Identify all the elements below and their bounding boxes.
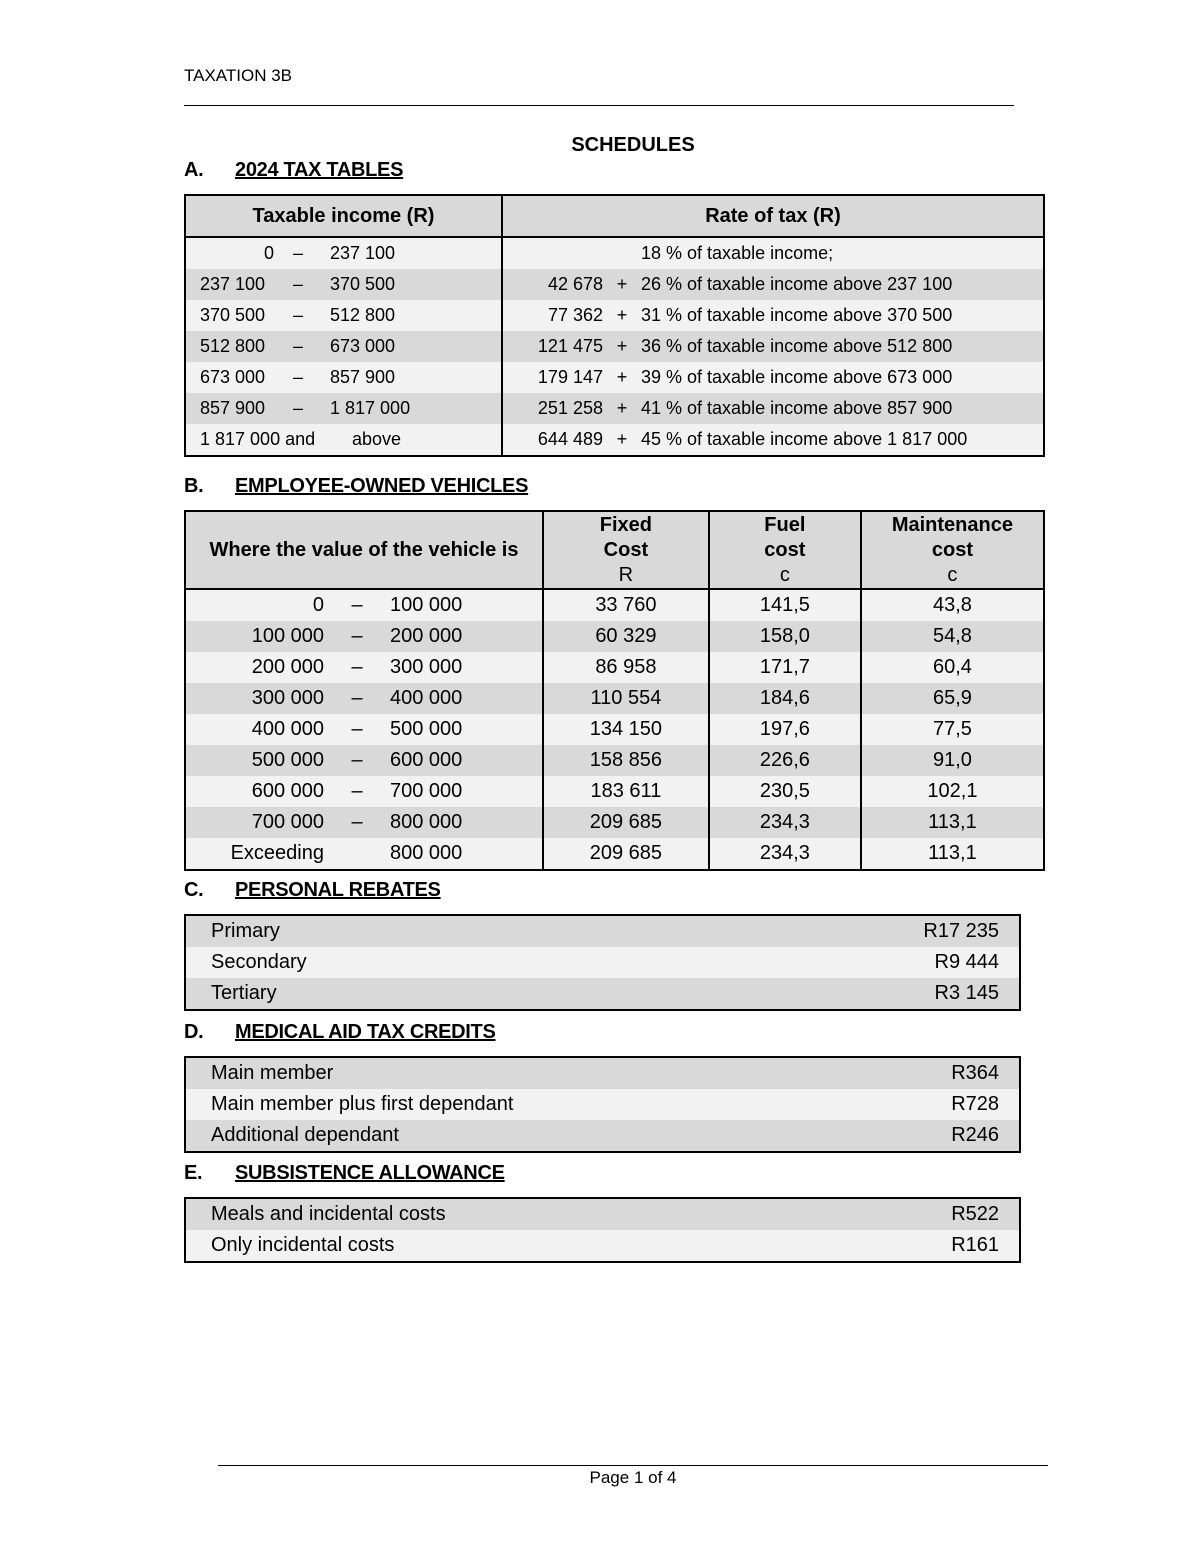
page-number: Page 1 of 4 (589, 1468, 677, 1487)
vehicle-table (184, 510, 1045, 871)
income-from: 857 900 (200, 398, 266, 418)
income-dash: – (292, 305, 303, 325)
table-row (185, 1120, 1020, 1152)
section-a-heading (184, 159, 403, 182)
taxable-income-cell (185, 237, 502, 269)
fuel-cost-cell: 197,6 (709, 714, 861, 745)
section-letter: C. (184, 879, 204, 901)
section-letter: A. (184, 159, 204, 181)
fixed-cost-cell: 183 611 (543, 776, 709, 807)
table-row (185, 1089, 1020, 1120)
fuel-cost-cell: 171,7 (709, 652, 861, 683)
item-label: Tertiary (185, 978, 650, 1010)
maintenance-cost-cell: 43,8 (861, 589, 1044, 621)
income-dash: – (292, 274, 303, 294)
taxable-income-cell (185, 269, 502, 300)
fixed-cost-cell: 209 685 (543, 838, 709, 870)
value-from: 700 000 (251, 811, 324, 833)
value-to: 400 000 (390, 687, 463, 709)
rate-of-tax-cell (502, 237, 1044, 269)
value-dash: – (351, 718, 363, 740)
fuel-cost-cell: 226,6 (709, 745, 861, 776)
table-row (185, 331, 1044, 362)
item-label: Main member (185, 1057, 875, 1089)
rate-base-amount: 77 362 (547, 305, 603, 325)
subsistence-table (184, 1197, 1021, 1263)
rate-plus-sign: + (616, 305, 628, 325)
maintenance-cost-cell: 60,4 (861, 652, 1044, 683)
income-dash: – (292, 243, 303, 263)
fixed-cost-cell: 60 329 (543, 621, 709, 652)
rate-of-tax-cell (502, 362, 1044, 393)
item-amount: R17 235 (650, 915, 1020, 947)
tax-table (184, 194, 1045, 457)
item-label: Primary (185, 915, 650, 947)
item-label: Only incidental costs (185, 1230, 846, 1262)
header-maintenance-cost (861, 511, 1044, 589)
vehicle-value-cell (185, 838, 543, 870)
medical-credits-table-body (185, 1057, 1020, 1152)
item-label: Meals and incidental costs (185, 1198, 846, 1230)
rate-base-amount: 179 147 (537, 367, 603, 387)
item-amount: R9 444 (650, 947, 1020, 978)
fuel-cost-cell: 141,5 (709, 589, 861, 621)
item-amount: R728 (875, 1089, 1020, 1120)
income-to: above (352, 429, 402, 449)
maintenance-cost-cell: 54,8 (861, 621, 1044, 652)
rate-percentage: 41 % of taxable income above 857 900 (641, 398, 953, 418)
value-from: 0 (312, 594, 324, 616)
income-from: 673 000 (200, 367, 266, 387)
taxable-income-cell (185, 362, 502, 393)
table-row (185, 362, 1044, 393)
income-from: 1 817 000 and (200, 429, 316, 449)
fuel-cost-cell: 158,0 (709, 621, 861, 652)
value-dash: – (351, 749, 363, 771)
vehicle-value-cell (185, 652, 543, 683)
maintenance-cost-cell: 113,1 (861, 807, 1044, 838)
rate-plus-sign: + (616, 336, 628, 356)
page-title: SCHEDULES (571, 134, 695, 156)
table-row (185, 621, 1044, 652)
value-from: 100 000 (251, 625, 324, 647)
maintenance-cost-cell: 65,9 (861, 683, 1044, 714)
section-e-heading (184, 1162, 505, 1185)
vehicle-table-body (185, 589, 1044, 870)
header-fixed-cost (543, 511, 709, 589)
section-letter: E. (184, 1162, 203, 1184)
rate-of-tax-cell (502, 331, 1044, 362)
header-fuel-cost-unit: c (779, 563, 790, 586)
value-dash: – (351, 780, 363, 802)
tax-table-body (185, 237, 1044, 456)
rate-of-tax-cell (502, 269, 1044, 300)
rate-percentage: 26 % of taxable income above 237 100 (641, 274, 953, 294)
vehicle-value-cell (185, 589, 543, 621)
table-row (185, 915, 1020, 947)
medical-credits-table (184, 1056, 1021, 1153)
fuel-cost-cell: 234,3 (709, 838, 861, 870)
table-row (185, 237, 1044, 269)
value-dash: – (351, 687, 363, 709)
value-to: 500 000 (390, 718, 463, 740)
income-from: 0 (263, 243, 274, 263)
section-letter: B. (184, 475, 204, 497)
table-row (185, 300, 1044, 331)
income-dash: – (292, 367, 303, 387)
fixed-cost-cell: 158 856 (543, 745, 709, 776)
rate-plus-sign: + (616, 429, 628, 449)
taxable-income-cell (185, 331, 502, 362)
section-b-heading (184, 475, 528, 498)
table-row (185, 683, 1044, 714)
value-from: Exceeding (230, 842, 324, 864)
header-maintenance-cost-label: Maintenance cost (891, 513, 1013, 561)
fixed-cost-cell: 33 760 (543, 589, 709, 621)
maintenance-cost-cell: 102,1 (861, 776, 1044, 807)
table-row (185, 1230, 1020, 1262)
document-header: TAXATION 3B (184, 66, 293, 85)
header-taxable-income: Taxable income (R) (185, 195, 502, 237)
rebates-table (184, 914, 1021, 1011)
vehicle-value-cell (185, 807, 543, 838)
value-dash: – (351, 811, 363, 833)
subsistence-table-body (185, 1198, 1020, 1262)
rate-base-amount: 251 258 (537, 398, 603, 418)
table-row (185, 589, 1044, 621)
income-to: 1 817 000 (330, 398, 411, 418)
income-dash: – (292, 336, 303, 356)
rate-base-amount: 121 475 (537, 336, 603, 356)
item-amount: R364 (875, 1057, 1020, 1089)
value-to: 100 000 (390, 594, 463, 616)
vehicle-value-cell (185, 683, 543, 714)
value-from: 300 000 (251, 687, 324, 709)
fixed-cost-cell: 110 554 (543, 683, 709, 714)
table-row (185, 424, 1044, 456)
item-amount: R3 145 (650, 978, 1020, 1010)
taxable-income-cell (185, 300, 502, 331)
income-from: 237 100 (200, 274, 266, 294)
taxable-income-cell (185, 424, 502, 456)
table-row (185, 838, 1044, 870)
value-dash: – (351, 656, 363, 678)
value-dash: – (351, 625, 363, 647)
fixed-cost-cell: 86 958 (543, 652, 709, 683)
value-from: 400 000 (251, 718, 324, 740)
footer-rule (218, 1465, 1048, 1466)
value-to: 200 000 (390, 625, 463, 647)
header-maintenance-cost-unit: c (947, 563, 958, 586)
item-label: Additional dependant (185, 1120, 875, 1152)
fixed-cost-cell: 209 685 (543, 807, 709, 838)
table-row (185, 947, 1020, 978)
header-rate-of-tax: Rate of tax (R) (502, 195, 1044, 237)
maintenance-cost-cell: 77,5 (861, 714, 1044, 745)
rate-of-tax-cell (502, 393, 1044, 424)
fuel-cost-cell: 230,5 (709, 776, 861, 807)
section-title: 2024 TAX TABLES (235, 159, 404, 181)
item-label: Main member plus first dependant (185, 1089, 875, 1120)
rate-percentage: 36 % of taxable income above 512 800 (641, 336, 953, 356)
table-row (185, 1057, 1020, 1089)
fuel-cost-cell: 234,3 (709, 807, 861, 838)
value-to: 300 000 (390, 656, 463, 678)
value-dash: – (351, 594, 363, 616)
section-title: SUBSISTENCE ALLOWANCE (235, 1162, 505, 1184)
fuel-cost-cell: 184,6 (709, 683, 861, 714)
income-to: 512 800 (330, 305, 396, 325)
value-to: 700 000 (390, 780, 463, 802)
income-to: 237 100 (330, 243, 396, 263)
table-row (185, 269, 1044, 300)
section-letter: D. (184, 1021, 204, 1043)
table-row (185, 745, 1044, 776)
section-title: MEDICAL AID TAX CREDITS (235, 1021, 496, 1043)
fixed-cost-cell: 134 150 (543, 714, 709, 745)
header-rule (184, 105, 1014, 106)
income-to: 857 900 (330, 367, 396, 387)
table-row (185, 393, 1044, 424)
table-row (185, 776, 1044, 807)
value-to: 600 000 (390, 749, 463, 771)
section-d-heading (184, 1021, 496, 1044)
value-from: 600 000 (251, 780, 324, 802)
table-row (185, 714, 1044, 745)
table-row (185, 978, 1020, 1010)
income-to: 370 500 (330, 274, 396, 294)
rebates-table-body (185, 915, 1020, 1010)
section-title: PERSONAL REBATES (235, 879, 441, 901)
rate-of-tax-cell (502, 424, 1044, 456)
item-label: Secondary (185, 947, 650, 978)
vehicle-value-cell (185, 745, 543, 776)
rate-of-tax-cell (502, 300, 1044, 331)
rate-plus-sign: + (616, 367, 628, 387)
maintenance-cost-cell: 113,1 (861, 838, 1044, 870)
rate-percentage: 39 % of taxable income above 673 000 (641, 367, 953, 387)
table-row (185, 1198, 1020, 1230)
header-fixed-cost-unit: R (618, 563, 634, 586)
rate-plus-sign: + (616, 274, 628, 294)
table-row (185, 652, 1044, 683)
maintenance-cost-cell: 91,0 (861, 745, 1044, 776)
income-from: 512 800 (200, 336, 266, 356)
item-amount: R522 (846, 1198, 1020, 1230)
section-title: EMPLOYEE-OWNED VEHICLES (235, 475, 529, 497)
rate-base-amount: 644 489 (537, 429, 603, 449)
taxable-income-cell (185, 393, 502, 424)
income-from: 370 500 (200, 305, 266, 325)
income-to: 673 000 (330, 336, 396, 356)
section-c-heading (184, 879, 441, 902)
header-fixed-cost-label: Fixed Cost (599, 513, 653, 561)
vehicle-value-cell (185, 776, 543, 807)
item-amount: R246 (875, 1120, 1020, 1152)
vehicle-value-cell (185, 621, 543, 652)
rate-percentage: 45 % of taxable income above 1 817 000 (641, 429, 968, 449)
income-dash: – (292, 398, 303, 418)
header-fuel-cost (709, 511, 861, 589)
value-to: 800 000 (390, 842, 463, 864)
value-from: 500 000 (251, 749, 324, 771)
vehicle-value-cell (185, 714, 543, 745)
value-to: 800 000 (390, 811, 463, 833)
header-vehicle-value: Where the value of the vehicle is (185, 511, 543, 589)
header-fuel-cost-label: Fuel cost (764, 513, 806, 561)
table-row (185, 807, 1044, 838)
rate-percentage: 18 % of taxable income; (641, 243, 834, 263)
item-amount: R161 (846, 1230, 1020, 1262)
rate-plus-sign: + (616, 398, 628, 418)
value-from: 200 000 (251, 656, 324, 678)
rate-percentage: 31 % of taxable income above 370 500 (641, 305, 953, 325)
rate-base-amount: 42 678 (547, 274, 603, 294)
